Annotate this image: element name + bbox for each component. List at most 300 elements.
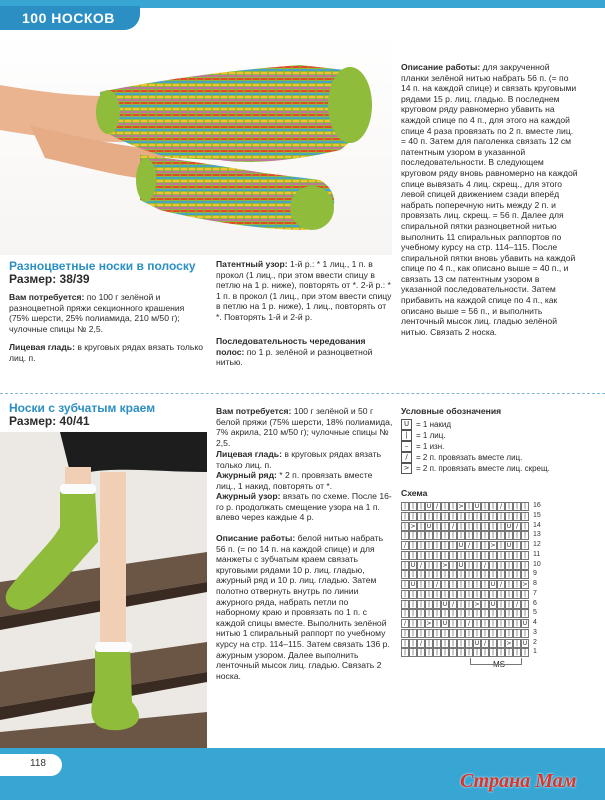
chart-cell: | (497, 590, 505, 599)
chart-cell: | (449, 531, 457, 540)
chart-cell: | (401, 590, 409, 599)
chart-cell: | (465, 522, 473, 531)
pattern1-stockinette-label: Лицевая гладь: (9, 342, 75, 352)
chart-cell: | (425, 512, 433, 521)
chart-cell: | (465, 502, 473, 511)
pattern1-work (401, 62, 579, 337)
chart-cell: | (481, 531, 489, 540)
header-title: 100 НОСКОВ (22, 10, 115, 26)
chart-cell: | (505, 580, 513, 589)
chart-cell: U (442, 620, 448, 627)
chart-cell: | (521, 570, 529, 579)
chart-cell: | (481, 541, 489, 550)
chart-cell: | (409, 531, 417, 540)
chart-cell: | (481, 551, 489, 560)
chart-cell: | (521, 600, 529, 609)
pattern2-work-text: белой нитью набрать 56 п. (= по 14 п. на каждой спице) и для манжеты с зубчатым краем связать круговыми рядами 10 р. лиц. гладью, ажурный ряд и 10 р. лиц. гладью. Затем полотно отвернуть внутрь по линии ажурного ряда, набрать петли по наборному краю и провязать по 1 п. с каждой спицы вместе. Выполнить зелёной нитью 1 спиральный раппорт по учебному курсу на стр. 114–115. Затем связать 136 р. ажурным узором. Далее выполнить ленточный мысок лиц. гладью. Связать 2 носка. (216, 533, 390, 681)
chart-cell: | (473, 580, 481, 589)
chart-cell: | (425, 648, 433, 657)
chart-cell: | (513, 609, 521, 618)
chart-cell: | (441, 522, 449, 531)
chart-cell: / (417, 561, 425, 570)
chart-cell: | (457, 600, 465, 609)
chart-row-number: 6 (533, 599, 537, 607)
legend-item (401, 441, 596, 452)
chart-row-number: 14 (533, 521, 541, 529)
chart-cell: | (465, 590, 473, 599)
chart-cell: | (441, 609, 449, 618)
chart-cell: | (441, 590, 449, 599)
chart-cell: U (506, 542, 512, 549)
chart-cell: | (473, 590, 481, 599)
chart-cell: | (497, 629, 505, 638)
chart-cell: > (490, 542, 496, 549)
chart-cell: | (497, 619, 505, 628)
chart-cell: | (425, 629, 433, 638)
chart-cell: | (473, 561, 481, 570)
chart-cell: U (426, 503, 432, 510)
page-number: 118 (30, 758, 46, 769)
chart-cell: | (473, 570, 481, 579)
yarn-over-symbol-icon: U (401, 419, 412, 430)
chart-cell: | (449, 502, 457, 511)
chart-cell: / (417, 639, 425, 648)
chart-cell: | (497, 522, 505, 531)
chart-cell: | (481, 609, 489, 618)
chart-cell: | (417, 522, 425, 531)
chart-cell: | (489, 570, 497, 579)
chart-cell: U (426, 522, 432, 530)
chart-cell: U (522, 620, 528, 627)
chart-cell: | (401, 551, 409, 560)
chart-cell: | (401, 580, 409, 589)
chart-cell: / (513, 522, 521, 531)
chart-cell: | (457, 629, 465, 638)
chart-cell: | (441, 639, 449, 648)
chart-cell: | (473, 551, 481, 560)
chart-cell: | (497, 512, 505, 521)
pattern1-materials-label: Вам потребуется: (9, 292, 85, 302)
chart-cell: / (481, 561, 489, 570)
k2tog-tbl-symbol-icon: > (401, 463, 412, 474)
chart-cell: | (505, 629, 513, 638)
pattern1-patent-text1: 1-й р.: * 1 лиц., 1 п. в прокол (1 лиц., при этом ввести спицу в петлю на 1 р. ниже), повторять от *. (216, 259, 375, 291)
pattern1-patent-text2: 2-й р.: * 1 п. в прокол (1 лиц., при этом ввести спицу в петлю на 1 р. ниже), 1 лиц., повторять от *. Повторять 1-й и 2-й р. (216, 280, 392, 322)
pattern1-work-text: для закрученной планки зелёной нитью набрать 56 п. (= по 14 п. на каждой спице) и связать круговыми рядами 15 р. лиц. гладью. В последнем круговом ряду равномерно убавить на каждой спице по 4 п., для этого на каждой спице 4 раза провязать по 2 п. вместе лиц. = 40 п. Затем для паголенка связать 12 см патентным узором в указанной последовательности. В следующем круговом ряду вновь равномерно на каждой спице вывязать 4 лиц. скрещ., для этого левой спицей движением сзади вперёд набрать поперечную нить между 2 п. и провязать лиц. скрещ. = 56 п. Далее для спиральной пятки разноцветной нитью выполнить 11 спиральных раппортов по учебному курсу на стр. 114–115. После спиральной пятки вновь убавить на каждой спице по 4 п., как описано выше = 40 п., и связать 13 см патентным узором в указанной последовательности. Затем прибавить на каждой спице по 4 п., как описано выше = 56 п., и выполнить ленточный мысок лиц. гладью зелёной нитью. Связать 2 носка. (401, 62, 578, 337)
chart-cell: | (505, 590, 513, 599)
chart-cell: | (409, 590, 417, 599)
legend-item-text: = 1 изн. (416, 442, 445, 451)
chart-cell: | (457, 590, 465, 599)
chart-cell: | (449, 609, 457, 618)
chart-cell: | (425, 639, 433, 648)
chart-cell: | (473, 609, 481, 618)
pattern1-title: Разноцветные носки в полоску (9, 259, 196, 273)
chart-cell: | (481, 522, 489, 531)
green-socks-photo (0, 432, 207, 748)
chart-cell: | (433, 551, 441, 560)
chart-row-number: 13 (533, 531, 541, 539)
chart-cell: | (449, 619, 457, 628)
chart-cell: | (489, 648, 497, 657)
chart-cell: | (417, 570, 425, 579)
chart-cell: U (410, 581, 416, 588)
chart-cell: | (409, 619, 417, 628)
chart-cell: | (489, 639, 497, 648)
chart-cell: | (489, 502, 497, 511)
chart-cell: | (457, 551, 465, 560)
chart-cell: | (433, 512, 441, 521)
chart-cell: | (425, 580, 433, 589)
chart-cell: | (409, 639, 417, 648)
pattern1-work-label: Описание работы: (401, 62, 481, 72)
chart-cell: | (489, 619, 497, 628)
chart-cell: | (489, 629, 497, 638)
chart-cell: | (409, 609, 417, 618)
chart-row-number: 12 (533, 541, 541, 548)
chart-cell: U (458, 542, 464, 549)
chart-cell: | (417, 609, 425, 618)
chart-row-number: 2 (533, 638, 537, 646)
chart-cell: | (449, 561, 457, 570)
chart-cell: | (497, 551, 505, 560)
chart-cell: | (481, 590, 489, 599)
chart-repeat-bracket (470, 658, 522, 665)
pattern2-stockinette (216, 449, 394, 470)
chart-cell: | (505, 619, 513, 628)
chart-cell: U (410, 561, 416, 569)
chart-cell: | (433, 619, 441, 628)
chart-cell: | (417, 551, 425, 560)
chart-row-number: 3 (533, 628, 537, 636)
chart-cell: | (441, 541, 449, 550)
chart-title: Схема (401, 488, 428, 498)
chart-cell: | (513, 590, 521, 599)
knitting-chart (401, 502, 541, 658)
pattern1-size: Размер: 38/39 (9, 272, 90, 286)
chart-cell: | (505, 531, 513, 540)
chart-cell: | (465, 629, 473, 638)
chart-cell: | (465, 551, 473, 560)
chart-cell: / (433, 580, 441, 589)
chart-cell: | (449, 551, 457, 560)
chart-cell: | (449, 590, 457, 599)
chart-cell: / (497, 580, 505, 589)
chart-ms-label: MS (493, 660, 505, 669)
chart-cell: | (425, 600, 433, 609)
chart-cell: | (425, 561, 433, 570)
chart-cell: | (497, 609, 505, 618)
chart-cell: | (401, 639, 409, 648)
chart-cell: / (465, 619, 473, 628)
chart-cell: | (481, 512, 489, 521)
pattern2-lace-row-label: Ажурный ряд: (216, 470, 277, 480)
chart-cell: | (425, 609, 433, 618)
chart-cell: | (481, 629, 489, 638)
chart-cell: | (433, 531, 441, 540)
chart-cell: | (497, 541, 505, 550)
chart-cell: | (473, 512, 481, 521)
chart-cell: | (473, 522, 481, 531)
pattern2-lace-pattern (216, 491, 394, 523)
chart-cell: | (433, 561, 441, 570)
chart-cell: | (409, 570, 417, 579)
chart-cell: | (473, 619, 481, 628)
chart-cell: | (441, 580, 449, 589)
chart-cell: / (513, 600, 521, 609)
chart-cell: | (473, 541, 481, 550)
chart-cell: | (505, 600, 513, 609)
chart-cell: | (481, 619, 489, 628)
chart-cell: | (521, 629, 529, 638)
chart-cell: | (465, 639, 473, 648)
chart-cell: | (513, 580, 521, 589)
chart-cell: / (401, 541, 409, 550)
pattern1-stockinette-text: в круговых рядах вязать только лиц. п. (9, 342, 203, 363)
pattern1-patent-label: Патентный узор: (216, 259, 288, 269)
chart-cell: | (417, 629, 425, 638)
chart-cell: | (465, 531, 473, 540)
chart-row-number: 9 (533, 570, 537, 578)
legend-item-text: = 1 лиц. (416, 431, 446, 440)
chart-cell: | (433, 609, 441, 618)
chart-cell: | (521, 609, 529, 618)
chart-cell: U (490, 600, 496, 608)
chart-cell: | (401, 570, 409, 579)
chart-cell: | (521, 541, 529, 550)
chart-cell: U (522, 639, 528, 647)
chart-cell: | (433, 629, 441, 638)
chart-cell: | (505, 561, 513, 570)
chart-cell: | (449, 648, 457, 657)
chart-row-number: 8 (533, 580, 537, 587)
chart-cell: | (489, 551, 497, 560)
chart-cell: | (417, 502, 425, 511)
chart-row-number: 10 (533, 560, 541, 568)
chart-cell: | (473, 648, 481, 657)
chart-cell: | (473, 531, 481, 540)
chart-cell: / (449, 600, 457, 609)
chart-cell: / (481, 639, 489, 648)
chart-cell: | (489, 512, 497, 521)
chart-cell: | (409, 512, 417, 521)
chart-cell: | (497, 531, 505, 540)
chart-cell: | (425, 590, 433, 599)
chart-cell: | (409, 551, 417, 560)
chart-cell: | (457, 512, 465, 521)
chart-cell: | (417, 590, 425, 599)
chart-cell: U (474, 503, 480, 510)
chart-cell: | (465, 609, 473, 618)
chart-cell: | (433, 590, 441, 599)
chart-cell: | (417, 648, 425, 657)
pattern2-title: Носки с зубчатым краем (9, 401, 156, 415)
chart-cell: > (442, 561, 448, 569)
chart-cell: | (433, 522, 441, 531)
chart-cell: | (513, 648, 521, 657)
chart-cell: | (513, 512, 521, 521)
legend-title: Условные обозначения (401, 406, 502, 416)
chart-cell: | (433, 639, 441, 648)
chart-cell: | (457, 639, 465, 648)
chart-cell: | (465, 580, 473, 589)
chart-cell: | (417, 619, 425, 628)
pattern2-lace-row-text: * 2 п. провязать вместе лиц., 1 накид, повторять от *. (216, 470, 373, 491)
pattern2-lace-pattern-label: Ажурный узор: (216, 491, 281, 501)
chart-cell: | (441, 502, 449, 511)
chart-row-number: 1 (533, 648, 537, 656)
chart-cell: | (409, 502, 417, 511)
chart-cell: | (497, 561, 505, 570)
chart-cell: | (513, 619, 521, 628)
chart-cell: | (521, 561, 529, 570)
pattern2-lace-pattern-text: вязать по схеме. После 16-го р. продолжать смещение узора на 1 п. влево через каждые 4 р. (216, 491, 392, 523)
chart-cell: / (465, 541, 473, 550)
page-header (0, 0, 605, 30)
striped-socks-photo (0, 30, 392, 255)
chart-cell: > (506, 639, 512, 647)
chart-cell: | (473, 629, 481, 638)
chart-cell: | (449, 629, 457, 638)
chart-cell: | (497, 648, 505, 657)
chart-cell: | (465, 512, 473, 521)
chart-cell: | (513, 570, 521, 579)
chart-cell: | (521, 512, 529, 521)
chart-cell: | (449, 639, 457, 648)
chart-cell: | (521, 531, 529, 540)
chart-cell: | (513, 541, 521, 550)
chart-row-number: 7 (533, 589, 537, 597)
chart-cell: | (521, 590, 529, 599)
chart-cell: | (513, 531, 521, 540)
chart-cell: | (409, 541, 417, 550)
chart-cell: > (458, 503, 464, 510)
chart-cell: | (505, 512, 513, 521)
chart-cell: | (441, 551, 449, 560)
chart-cell: | (481, 570, 489, 579)
chart-cell: | (457, 619, 465, 628)
chart-cell: | (417, 580, 425, 589)
chart-cell: | (505, 609, 513, 618)
pattern2-stockinette-label: Лицевая гладь: (216, 449, 282, 459)
chart-cell: | (489, 561, 497, 570)
chart-cell: U (474, 639, 480, 647)
chart-cell: | (401, 502, 409, 511)
chart-cell: | (497, 639, 505, 648)
chart-cell: | (481, 600, 489, 609)
chart-cell: | (505, 570, 513, 579)
chart-cell: | (489, 590, 497, 599)
k2tog-symbol-icon: / (401, 452, 412, 463)
legend-item-text: = 1 накид (416, 420, 452, 429)
chart-cell: | (513, 502, 521, 511)
pattern2-lace-row (216, 470, 394, 491)
watermark: Страна Мам (460, 770, 577, 792)
chart-cell: | (481, 580, 489, 589)
purl-symbol-icon: – (401, 441, 412, 452)
chart-cell: | (521, 648, 529, 657)
chart-cell: | (521, 522, 529, 531)
chart-cell: U (458, 561, 464, 569)
chart-cell: | (401, 512, 409, 521)
chart-cell: > (426, 620, 432, 627)
chart-cell: | (497, 570, 505, 579)
chart-cell: | (433, 541, 441, 550)
chart-cell: | (457, 580, 465, 589)
chart-row-number: 4 (533, 619, 537, 626)
pattern2-materials-label: Вам потребуется: (216, 406, 292, 416)
chart-cell: | (441, 648, 449, 657)
pattern2-stockinette-text: в круговых рядах вязать только лиц. п. (216, 449, 382, 470)
chart-cell: | (513, 639, 521, 648)
knit-symbol-icon: | (401, 430, 412, 441)
chart-cell: | (465, 648, 473, 657)
pattern1-stockinette (9, 342, 205, 363)
pattern2-size: Размер: 40/41 (9, 414, 90, 428)
chart-cell: | (449, 541, 457, 550)
chart-cell: > (474, 600, 480, 608)
chart-cell: | (505, 502, 513, 511)
pattern2-work-label: Описание работы: (216, 533, 296, 543)
chart-cell: | (513, 551, 521, 560)
chart-cell: > (522, 581, 528, 588)
legend-item (401, 430, 596, 441)
chart-cell: | (417, 531, 425, 540)
pattern2-materials-text: 100 г зелёной и 50 г белой пряжи (75% шерсти, 18% полиамида, 7% акрила, 210 м/50 г); чулочные спицы № 2,5. (216, 406, 393, 448)
chart-cell: U (506, 522, 512, 530)
chart-cell: | (425, 541, 433, 550)
pattern1-sequence-label: Последовательность чередования полос: (216, 336, 366, 357)
chart-cell: | (457, 609, 465, 618)
chart-cell: | (521, 502, 529, 511)
chart-cell: | (409, 600, 417, 609)
chart-cell: | (457, 522, 465, 531)
chart-cell: | (489, 522, 497, 531)
chart-cell: | (425, 570, 433, 579)
pattern1-sequence-text: по 1 р. зелёной и разноцветной нитью. (216, 346, 373, 368)
chart-cell: | (457, 570, 465, 579)
legend-item (401, 463, 596, 474)
chart-cell: | (465, 561, 473, 570)
chart-cell: | (409, 629, 417, 638)
chart-cell: | (441, 512, 449, 521)
chart-cell: | (449, 580, 457, 589)
legend (401, 406, 596, 474)
pattern2-materials (216, 406, 394, 448)
chart-cell: | (433, 600, 441, 609)
chart-cell: | (449, 512, 457, 521)
chart-cell: | (401, 561, 409, 570)
chart-cell: | (481, 648, 489, 657)
chart-cell: | (513, 561, 521, 570)
chart-cell: | (401, 522, 409, 531)
chart-cell: | (481, 502, 489, 511)
pattern1-sequence (216, 336, 394, 368)
chart-cell: | (441, 570, 449, 579)
chart-cell: U (442, 600, 448, 608)
chart-cell: | (401, 648, 409, 657)
chart-cell: / (497, 502, 505, 511)
chart-cell: | (433, 570, 441, 579)
chart-cell: > (410, 522, 416, 530)
chart-cell: | (465, 600, 473, 609)
chart-cell: | (433, 648, 441, 657)
chart-cell: / (401, 619, 409, 628)
chart-cell: | (489, 609, 497, 618)
chart-cell: / (449, 522, 457, 531)
chart-cell: | (505, 648, 513, 657)
chart-cell: | (457, 531, 465, 540)
